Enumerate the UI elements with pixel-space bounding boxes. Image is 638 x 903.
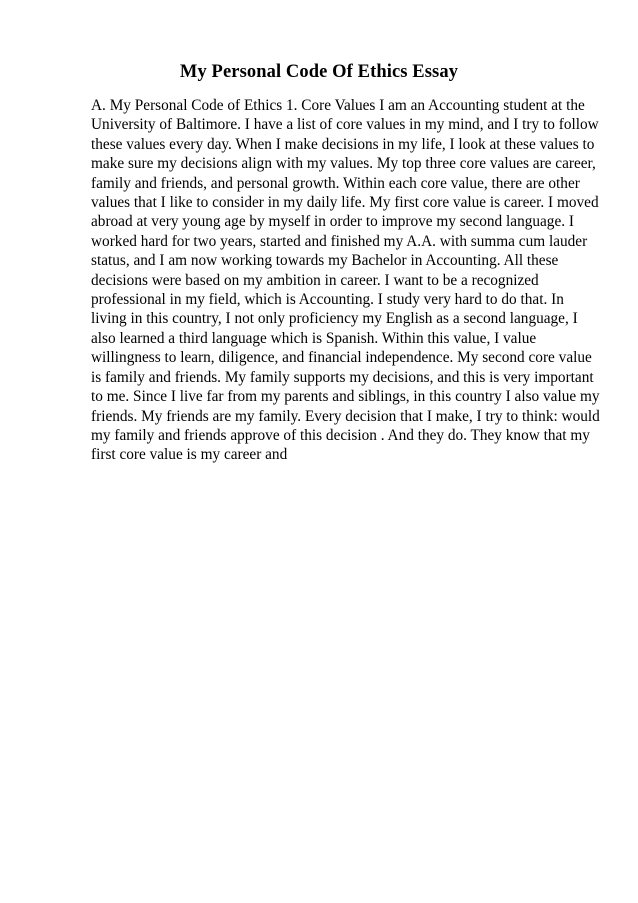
essay-line-17: friends. My friends are my family. Every decision that I make, I try to think: would [91, 407, 600, 425]
essay-line-13: also learned a third language which is Spanish. Within this value, I value [91, 329, 537, 347]
essay-line-19: first core value is my career and [91, 446, 288, 464]
essay-line-16: to me. Since I live far from my parents and siblings, in this country I also value my [91, 388, 600, 406]
essay-line-9: status, and I am now working towards my Bachelor in Accounting. All these [91, 252, 559, 270]
essay-body [91, 96, 600, 465]
document-title: My Personal Code Of Ethics Essay [179, 62, 459, 82]
essay-line-3: these values every day. When I make decisions in my life, I look at these values to [91, 135, 595, 153]
essay-line-12: living in this country, I not only proficiency my English as a second language, I [91, 310, 578, 328]
essay-line-5: family and friends, and personal growth. Within each core value, there are other [91, 174, 580, 192]
essay-line-7: abroad at very young age by myself in order to improve my second language. I [91, 213, 574, 231]
essay-line-6: values that I like to consider in my daily life. My first core value is career. I moved [91, 194, 599, 212]
essay-line-2: University of Baltimore. I have a list of core values in my mind, and I try to follow [91, 116, 599, 134]
essay-line-8: worked hard for two years, started and finished my A.A. with summa cum lauder [91, 232, 588, 250]
essay-line-11: professional in my field, which is Accounting. I study very hard to do that. In [91, 291, 564, 309]
essay-line-10: decisions were based on my ambition in career. I want to be a recognized [91, 271, 539, 289]
essay-line-4: make sure my decisions align with my values. My top three core values are career, [91, 155, 596, 173]
essay-line-18: my family and friends approve of this decision . And they do. They know that my [91, 426, 590, 444]
essay-line-15: is family and friends. My family supports my decisions, and this is very important [91, 368, 594, 386]
essay-line-14: willingness to learn, diligence, and financial independence. My second core value [91, 349, 592, 367]
essay-line-1: A. My Personal Code of Ethics 1. Core Values I am an Accounting student at the [91, 97, 585, 114]
